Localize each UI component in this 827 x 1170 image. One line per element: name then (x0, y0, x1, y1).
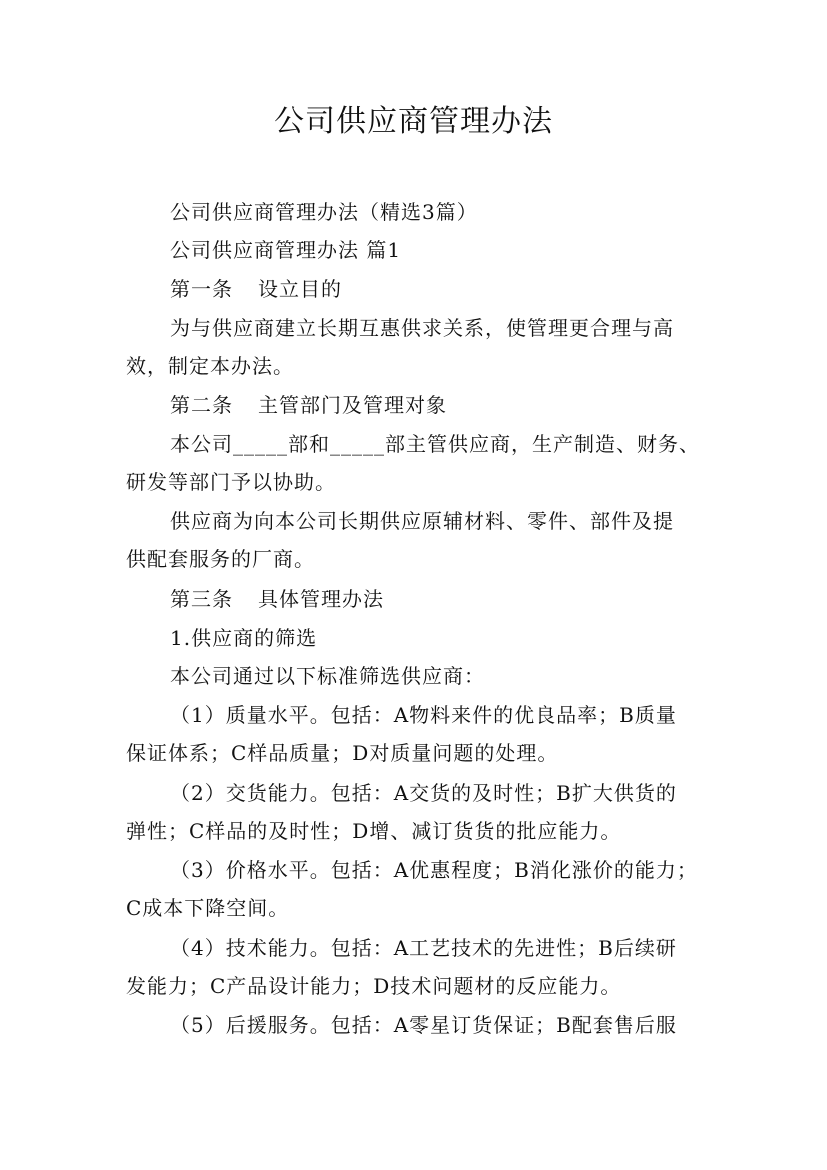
subsection-heading: 1.供应商的筛选 (170, 626, 318, 650)
criteria-item-3-line-2: C成本下降空间。 (126, 896, 290, 920)
article-2-title: 主管部门及管理对象 (258, 393, 447, 417)
paragraph-line: 研发等部门予以协助。 (126, 470, 336, 494)
article-3-heading (170, 585, 384, 613)
article-1-heading (170, 275, 342, 303)
paragraph-line: 为与供应商建立长期互惠供求关系，使管理更合理与高 (170, 316, 674, 340)
article-1-number: 第一条 (170, 277, 233, 301)
paragraph-line: 供应商为向本公司长期供应原辅材料、零件、部件及提 (170, 509, 674, 533)
paragraph-line: 效，制定本办法。 (126, 354, 294, 378)
paragraph-line: 本公司_____部和_____部主管供应商，生产制造、财务、 (170, 432, 700, 456)
paragraph-line: 本公司通过以下标准筛选供应商： (170, 664, 485, 688)
criteria-item-4-line-2: 发能力；C产品设计能力；D技术问题材的反应能力。 (126, 974, 622, 998)
criteria-item-2-line-2: 弹性；C样品的及时性；D增、减订货货的批应能力。 (126, 819, 622, 843)
document-title: 公司供应商管理办法 (274, 104, 553, 139)
criteria-item-4-line-1: （4）技术能力。包括：A工艺技术的先进性；B后续研 (170, 936, 677, 960)
subtitle-selected-3: 公司供应商管理办法（精选3篇） (170, 200, 478, 224)
criteria-item-5-line-1: （5）后援服务。包括：A零星订货保证；B配套售后服 (170, 1013, 677, 1037)
criteria-item-2-line-1: （2）交货能力。包括：A交货的及时性；B扩大供货的 (170, 781, 677, 805)
article-3-title: 具体管理办法 (258, 587, 384, 611)
article-3-number: 第三条 (170, 587, 233, 611)
criteria-item-1-line-2: 保证体系；C样品质量；D对质量问题的处理。 (126, 741, 559, 765)
article-2-heading (170, 391, 447, 419)
criteria-item-3-line-1: （3）价格水平。包括：A优惠程度；B消化涨价的能力； (170, 858, 698, 882)
section-heading-part-1: 公司供应商管理办法 篇1 (170, 238, 402, 262)
criteria-item-1-line-1: （1）质量水平。包括：A物料来件的优良品率；B质量 (170, 703, 677, 727)
paragraph-line: 供配套服务的厂商。 (126, 547, 315, 571)
article-2-number: 第二条 (170, 393, 233, 417)
article-1-title: 设立目的 (258, 277, 342, 301)
